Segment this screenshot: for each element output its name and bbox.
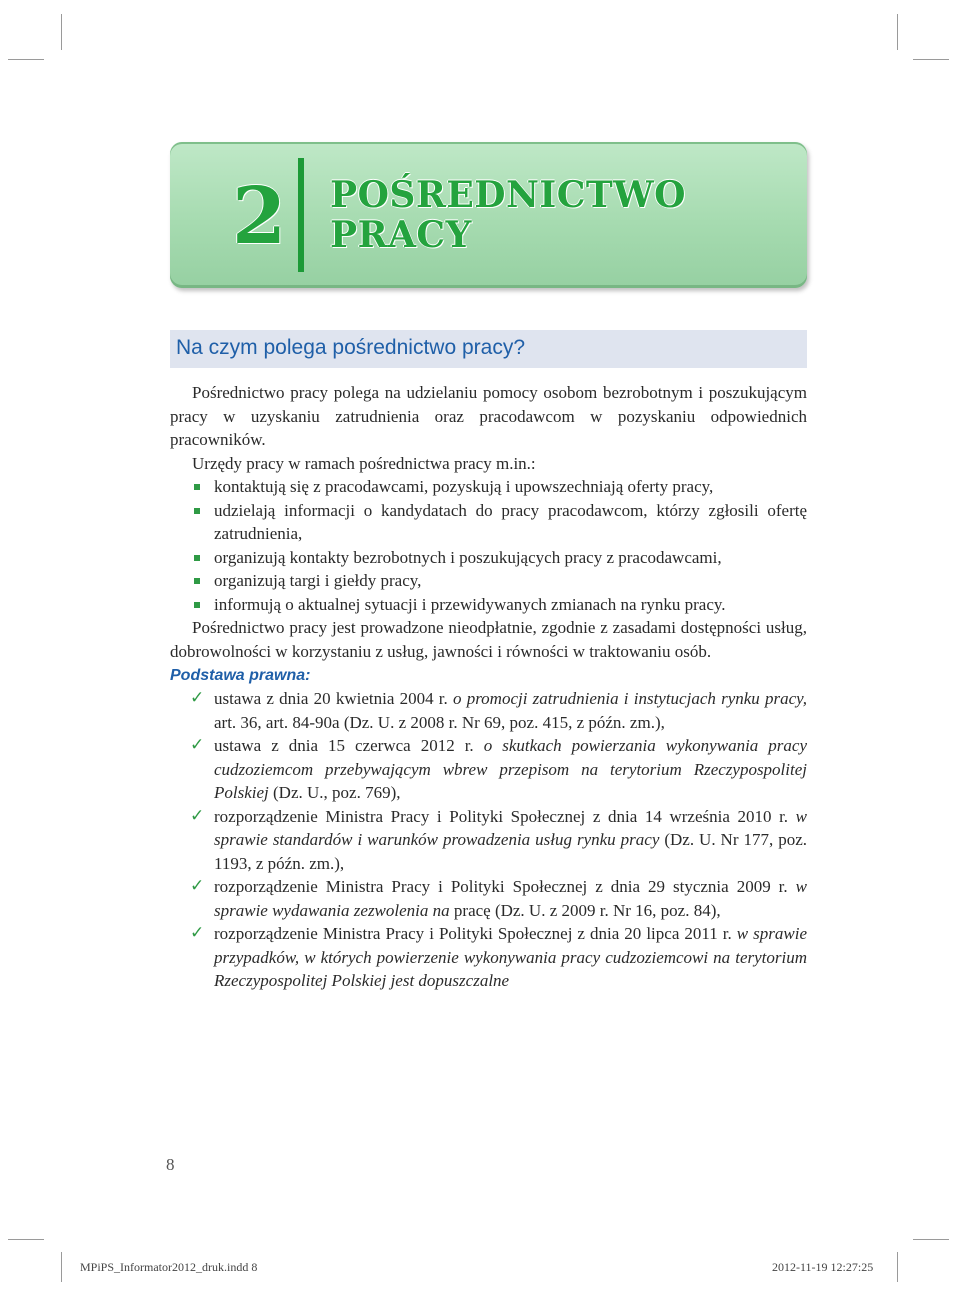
list-item: kontaktują się z pracodawcami, pozyskują i upowszechniają oferty pracy, — [170, 475, 807, 499]
checkmark-icon: ✓ — [190, 735, 205, 755]
list-item: informują o aktualnej sytuacji i przewidywanych zmianach na rynku pracy. — [170, 593, 807, 617]
crop-mark — [897, 14, 898, 50]
footer-timestamp: 2012-11-19 12:27:25 — [772, 1260, 874, 1274]
legal-basis-heading: Podstawa prawna: — [170, 667, 311, 684]
list-item: ✓ rozporządzenie Ministra Pracy i Polityki Społecznej z dnia 20 lipca 2011 r. w sprawie przypadków, w których powierzenie wykonywania pracy cudzoziemcowi na terytorium Rzeczypospolitej Polskiej jest dopuszczalne — [190, 923, 807, 990]
square-bullet-icon — [194, 484, 200, 490]
section-heading — [170, 330, 807, 368]
crop-mark — [61, 1252, 62, 1282]
square-bullet-icon — [194, 578, 200, 584]
crop-mark — [61, 14, 62, 50]
body-content — [170, 381, 807, 993]
chapter-header — [170, 142, 807, 288]
square-bullet-icon — [194, 555, 200, 561]
crop-mark — [913, 59, 949, 60]
square-bullet-icon — [194, 602, 200, 608]
closing-paragraph: Pośrednictwo pracy jest prowadzone nieodpłatnie, zgodnie z zasadami dostępności usług, dobrowolności w korzystaniu z usług, jawności i równości w traktowaniu osób. — [170, 618, 807, 661]
crop-mark — [897, 1252, 898, 1282]
list-item: ✓ rozporządzenie Ministra Pracy i Polityki Społecznej z dnia 29 stycznia 2009 r. w sprawie wydawania zezwolenia na pracę (Dz. U. z 2009 r. Nr 16, poz. 84), — [190, 876, 807, 920]
list-item: ✓ rozporządzenie Ministra Pracy i Polityki Społecznej z dnia 14 września 2010 r. w sprawie standardów i warunków prowadzenia usług rynku pracy (Dz. U. Nr 177, poz. 1193, z późn. zm.), — [190, 805, 807, 873]
checkmark-icon: ✓ — [190, 923, 205, 943]
crop-mark — [913, 1239, 949, 1240]
page-number: 8 — [166, 1155, 175, 1174]
legal-basis-list — [170, 687, 807, 993]
list-item: organizują targi i giełdy pracy, — [170, 569, 807, 593]
crop-mark — [8, 1239, 44, 1240]
list-item: ✓ ustawa z dnia 20 kwietnia 2004 r. o promocji zatrudnienia i instytucjach rynku pracy, art. 36, art. 84-90a (Dz. U. z 2008 r. Nr 69, poz. 415, z późn. zm.), — [190, 688, 808, 732]
lead-paragraph: Urzędy pracy w ramach pośrednictwa pracy m.in.: — [192, 453, 536, 473]
crop-mark — [8, 59, 44, 60]
chapter-title — [330, 175, 686, 255]
chapter-number: 2 — [232, 171, 287, 262]
intro-paragraph: Pośrednictwo pracy polega na udzielaniu pomocy osobom bezrobotnym i poszukującym pracy w uzyskaniu zatrudnienia oraz pracodawcom w pozyskaniu odpowiednich pracowników. — [170, 383, 807, 449]
chapter-title-line1: POŚREDNICTWO — [330, 174, 686, 216]
list-item: ✓ ustawa z dnia 15 czerwca 2012 r. o skutkach powierzania wykonywania pracy cudzoziemcom przebywającym wbrew przepisom na terytorium Rzeczypospolitej Polskiej (Dz. U., poz. 769), — [190, 735, 808, 802]
checkmark-icon: ✓ — [190, 805, 205, 826]
checkmark-icon: ✓ — [190, 688, 205, 708]
square-bullet-icon — [194, 508, 200, 514]
list-item: udzielają informacji o kandydatach do pracy pracodawcom, którzy zgłosili ofertę zatrudnienia, — [170, 499, 807, 546]
chapter-title-line2: PRACY — [330, 214, 472, 256]
list-item: organizują kontakty bezrobotnych i poszukujących pracy z pracodawcami, — [170, 546, 807, 570]
duties-list — [170, 475, 807, 616]
footer-file-info: MPiPS_Informator2012_druk.indd 8 — [80, 1260, 258, 1274]
chapter-divider — [298, 158, 304, 272]
checkmark-icon: ✓ — [190, 876, 205, 896]
section-title: Na czym polega pośrednictwo pracy? — [176, 336, 526, 359]
